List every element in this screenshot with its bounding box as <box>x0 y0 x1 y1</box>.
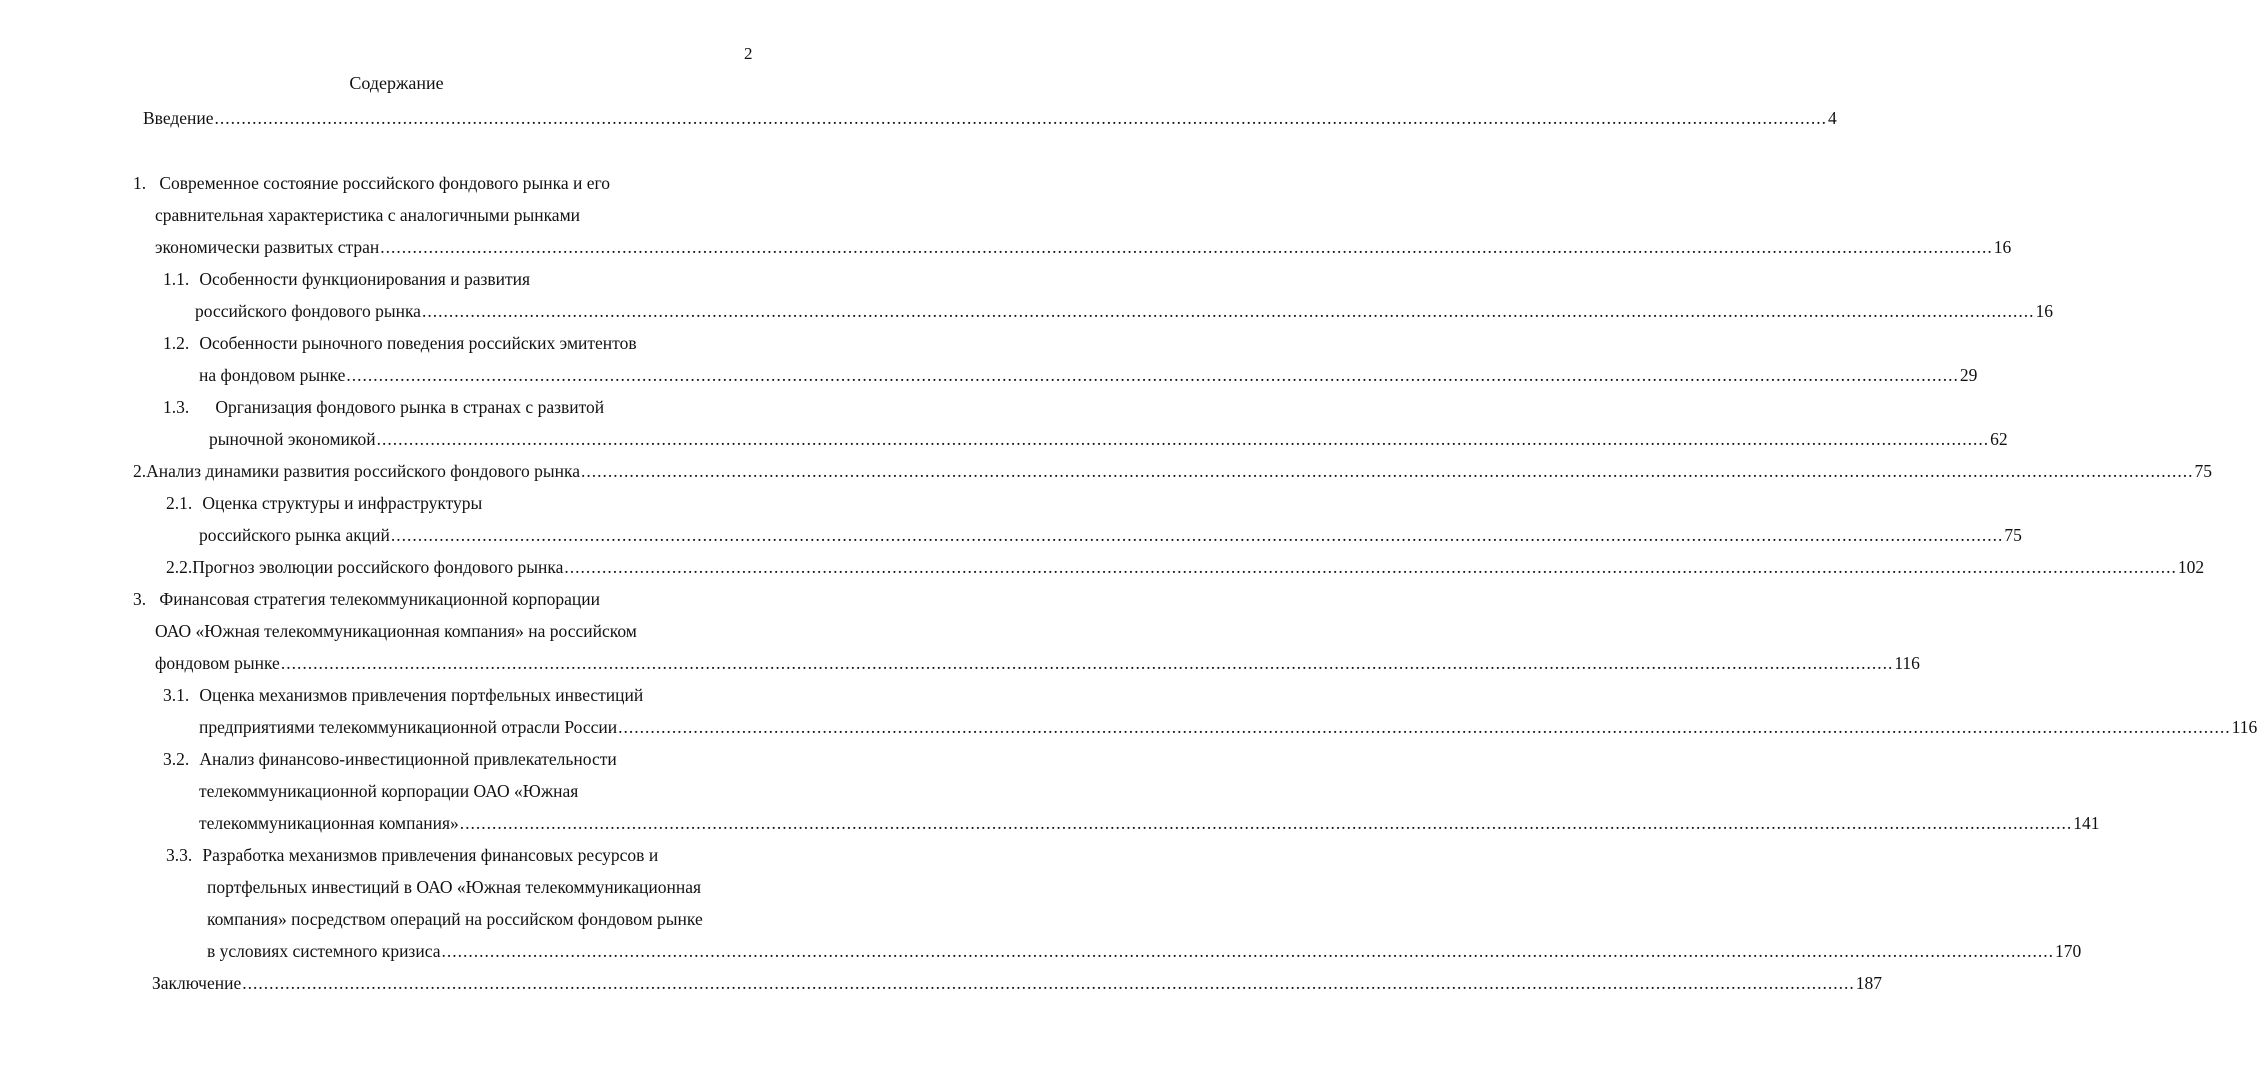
dot-leader: ............................................................................................................................................................................................................................................................................................................ <box>380 237 1993 257</box>
toc-page-number: 4 <box>1828 108 1837 128</box>
toc-entry-text: Заключение <box>152 973 242 993</box>
toc-entry-s3-2-line1[interactable] <box>163 747 617 771</box>
toc-entry-s1-3-line1[interactable] <box>163 395 604 419</box>
toc-entry-ch3-line1[interactable] <box>133 587 600 611</box>
toc-entry-number: 3. <box>133 589 147 609</box>
toc-page-number: 102 <box>2177 557 2205 577</box>
toc-entry-number: 1. <box>133 173 147 193</box>
toc-entry-text: Анализ финансово-инвестиционной привлекательности <box>199 749 617 769</box>
toc-entry-number: 3.2. <box>163 749 190 769</box>
dot-leader: ............................................................................................................................................................................................................................................................................................................ <box>564 557 2177 577</box>
dot-leader: ............................................................................................................................................................................................................................................................................................................ <box>376 429 1990 449</box>
toc-entry-text: экономически развитых стран <box>155 237 380 257</box>
toc-entry-s3-3-line4[interactable] <box>207 939 2082 963</box>
toc-page-number: 141 <box>2073 813 2100 833</box>
toc-entry-text: на фондовом рынке <box>199 365 346 385</box>
dot-leader: ............................................................................................................................................................................................................................................................................................................ <box>390 525 2004 545</box>
toc-entry-text: Разработка механизмов привлечения финансовых ресурсов и <box>202 845 659 865</box>
dot-leader: ............................................................................................................................................................................................................................................................................................................ <box>421 301 2035 321</box>
toc-entry-text: Финансовая стратегия телекоммуникационной корпорации <box>159 589 601 609</box>
toc-entry-ch3-line3[interactable] <box>155 651 1920 675</box>
toc-page-number: 16 <box>2035 301 2053 321</box>
dot-leader: ............................................................................................................................................................................................................................................................................................................ <box>618 717 2231 737</box>
dot-leader: ............................................................................................................................................................................................................................................................................................................ <box>441 941 2054 961</box>
toc-page-number: 75 <box>2194 461 2212 481</box>
toc-entry-text: Оценка структуры и инфраструктуры <box>202 493 483 513</box>
toc-entry-s1-2-line1[interactable] <box>163 331 637 355</box>
dot-leader: ............................................................................................................................................................................................................................................................................................................ <box>459 813 2073 833</box>
toc-entry-number: 3.1. <box>163 685 190 705</box>
toc-entry-ch1-line3[interactable] <box>155 235 2012 259</box>
toc-entry-text: Организация фондового рынка в странах с развитой <box>215 397 605 417</box>
toc-entry-ch2[interactable] <box>133 459 2212 483</box>
toc-entry-s1-1-line2[interactable] <box>195 299 2053 323</box>
toc-entry-text: Оценка механизмов привлечения портфельных инвестиций <box>199 685 644 705</box>
toc-entry-ch1-line2: сравнительная характеристика с аналогичными рынками <box>155 205 581 225</box>
toc-entry-number: 2. <box>133 461 147 481</box>
dot-leader: ............................................................................................................................................................................................................................................................................................................ <box>242 973 1855 993</box>
toc-entry-number: 1.1. <box>163 269 190 289</box>
toc-entry-text: Особенности функционирования и развития <box>199 269 531 289</box>
toc-entry-s1-1-line1[interactable] <box>163 267 530 291</box>
toc-entry-s3-2-line3[interactable] <box>199 811 2100 835</box>
toc-entry-s2-1-line1[interactable] <box>166 491 482 515</box>
toc-entry-text: фондовом рынке <box>155 653 280 673</box>
toc-page-number: 16 <box>1993 237 2012 257</box>
toc-entry-s3-3-line3: компания» посредством операций на российском фондовом рынке <box>207 909 703 929</box>
toc-entry-text: Особенности рыночного поведения российских эмитентов <box>199 333 637 353</box>
toc-entry-number: 2.1. <box>166 493 193 513</box>
toc-page-number: 75 <box>2004 525 2022 545</box>
toc-entry-text: телекоммуникационная компания» <box>199 813 459 833</box>
toc-entry-s3-2-line2: телекоммуникационной корпорации ОАО «Южная <box>199 781 579 801</box>
toc-entry-text: Современное состояние российского фондового рынка и его <box>159 173 611 193</box>
toc-entry-number: 1.2. <box>163 333 190 353</box>
toc-entry-text: российского фондового рынка <box>195 301 421 321</box>
toc-entry-text: российского рынка акций <box>199 525 390 545</box>
toc-page-number: 116 <box>1894 653 1920 673</box>
page-number: 2 <box>744 44 753 63</box>
toc-entry-s2-1-line2[interactable] <box>199 523 2022 547</box>
toc-entry-text: Анализ динамики развития российского фондового рынка <box>146 461 580 481</box>
toc-entry-text: в условиях системного кризиса <box>207 941 441 961</box>
dot-leader: ............................................................................................................................................................................................................................................................................................................ <box>580 461 2194 481</box>
toc-page-number: 29 <box>1959 365 1978 385</box>
toc-entry-number: 1.3. <box>163 397 190 417</box>
toc-entry-s2-2[interactable] <box>166 555 2205 579</box>
toc-entry-text: Прогноз эволюции российского фондового рынка <box>192 557 564 577</box>
toc-entry-s3-1-line1[interactable] <box>163 683 643 707</box>
toc-page-number: 116 <box>2231 717 2257 737</box>
toc-page-number: 62 <box>1990 429 2008 449</box>
toc-page-number: 170 <box>2054 941 2082 961</box>
toc-entry-conclusion[interactable] <box>152 971 1882 995</box>
toc-entry-ch3-line2: ОАО «Южная телекоммуникационная компания» на российском <box>155 621 637 641</box>
toc-entry-s3-3-line2: портфельных инвестиций в ОАО «Южная телекоммуникационная <box>207 877 702 897</box>
dot-leader: ............................................................................................................................................................................................................................................................................................................ <box>346 365 1959 385</box>
toc-entry-s3-1-line2[interactable] <box>199 715 2257 739</box>
dot-leader: ............................................................................................................................................................................................................................................................................................................ <box>280 653 1894 673</box>
dot-leader: ............................................................................................................................................................................................................................................................................................................ <box>214 108 1828 128</box>
toc-entry-text: рыночной экономикой <box>209 429 376 449</box>
toc-entry-s3-3-line1[interactable] <box>166 843 658 867</box>
toc-entry-text: предприятиями телекоммуникационной отрасли России <box>199 717 618 737</box>
toc-entry-s1-2-line2[interactable] <box>199 363 1978 387</box>
toc-entry-number: 3.3. <box>166 845 193 865</box>
toc-entry-number: 2.2. <box>166 557 193 577</box>
toc-entry-intro[interactable] <box>143 106 1837 130</box>
toc-page-number: 187 <box>1855 973 1882 993</box>
toc-title: Содержание <box>349 73 444 93</box>
toc-entry-text: Введение <box>143 108 214 128</box>
toc-entry-ch1-line1[interactable] <box>133 171 610 195</box>
toc-entry-s1-3-line2[interactable] <box>209 427 2008 451</box>
